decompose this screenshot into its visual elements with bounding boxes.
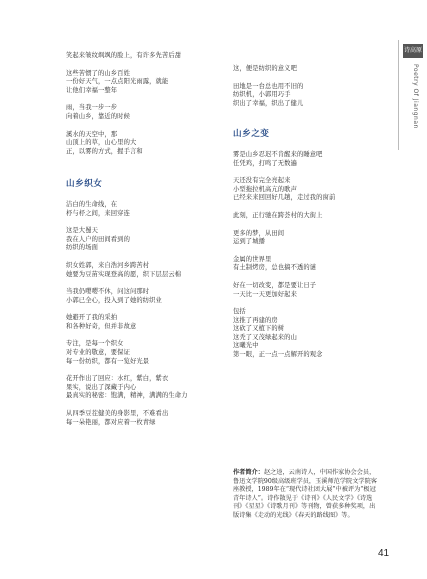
stanza xyxy=(233,177,383,203)
poem-line: 更多的梦，从田间 xyxy=(233,229,285,237)
poem-line: 果实，说出了深藏于内心 xyxy=(66,383,137,391)
poem-line: 田地是一台总也用不旧的 xyxy=(233,82,304,90)
poem-line: 织女姓郭，来自浩河乡跨苦村 xyxy=(66,261,150,269)
poem-line: 洁白的生命线，在 xyxy=(66,200,118,208)
stanza xyxy=(66,340,221,366)
poem-line: 一份好天气，一点点阳光雨露，就能 xyxy=(66,78,169,86)
author-bio xyxy=(233,469,381,521)
stanza xyxy=(233,83,383,109)
poem-line: 对专业的敬意，要保证 xyxy=(66,349,130,357)
poem-line: 她要为豆苗实现登高的愿，织下层层云棉 xyxy=(66,270,182,278)
stanza xyxy=(66,227,221,253)
stanza xyxy=(66,262,221,279)
stanza xyxy=(66,375,221,401)
poem-line: 最真实的秘密：饱满，精神，满满的生命力 xyxy=(66,392,188,400)
poem-line: 天还没有完全亮起来 xyxy=(233,177,291,185)
poem-line: 包括 xyxy=(233,308,246,316)
left-column xyxy=(66,52,221,436)
poem-line: 雾是山乡忍迟不肯醒来的睡意吧 xyxy=(233,150,323,158)
stanza xyxy=(233,230,383,247)
poem-line: 一天比一天更加好起来 xyxy=(233,290,297,298)
poem-line: 有土制烤房，总也搞不透的谜 xyxy=(233,264,317,272)
poem-title: 山乡织女 xyxy=(66,179,103,190)
stanza xyxy=(233,282,383,299)
poem-line: 正，以雾的方式，握手言和 xyxy=(66,147,143,155)
poem-line: 已经来来回回好几趟，走过我的窗前 xyxy=(233,194,336,202)
poem-line: 当我仍嘤嘤不休，问这问那时 xyxy=(66,288,150,296)
bio-label: 作者简介： xyxy=(233,469,264,476)
poem-line: 这曦光中 xyxy=(233,342,259,350)
poem-line: 专注，是每一个织女 xyxy=(66,340,124,348)
poem-line: 此刻，正行驰在跨荟村的大街上 xyxy=(233,211,323,219)
stanza xyxy=(66,104,221,121)
poem-line: 小型拖拉机高亢的歌声 xyxy=(233,185,297,193)
section-tab xyxy=(398,40,427,150)
stanza xyxy=(66,288,221,305)
stanza xyxy=(66,314,221,331)
poem-line: 每一份纺织，都有一览好光景 xyxy=(66,357,150,365)
poem-line: 和各种好奇，但并非故意 xyxy=(66,322,137,330)
stanza xyxy=(66,70,221,96)
poem-line: 这，便是纺织的意义吧 xyxy=(233,65,297,72)
poem-line: 第一眼，正一点一点解开的观念 xyxy=(233,351,323,359)
poem-title: 山乡之变 xyxy=(233,129,270,140)
poem-line: 雨，当我一步一步 xyxy=(66,104,118,112)
poem-line: 好在一切改变，都是要让日子 xyxy=(233,281,317,289)
right-column xyxy=(233,65,383,369)
stanza xyxy=(233,256,383,273)
poem-line: 这些苦惯了的山乡百姓 xyxy=(66,69,130,77)
poem-line: 这推了再建的房 xyxy=(233,316,278,324)
stanza xyxy=(66,52,221,61)
poem-line: 小郭已全心，投入到了她的纺织业 xyxy=(66,296,162,304)
poem-line: 山顶上的草，山心里的大 xyxy=(66,139,137,147)
stanza xyxy=(66,410,221,427)
poem-line: 从四季豆茬健美的身影里，不难看出 xyxy=(66,410,169,418)
poem-line: 让他们幸福一整年 xyxy=(66,86,118,94)
poem-line: 溪水的天空中，那 xyxy=(66,130,118,138)
bio-text: 赵之逵，云南诗人，中国作家协会会员，鲁迅文学院90级高级班学员，玉溪师范学院文学院客座教授，1989年在“现代诗社团大展”中被评为“极冠青年诗人”。诗作散见于《诗刊》《人民文学》《诗选刊》《星星》《诗歌月刊》等刊物，曾获多种奖项，出版诗集《走动的光线》《春天的路线图》等。 xyxy=(233,469,377,519)
stanza xyxy=(233,212,383,221)
poem-line: 纺织的场面 xyxy=(66,244,98,252)
poem-line: 花开作出了回应：水红，紫白，紫衣 xyxy=(66,375,169,383)
section-vertical-title: Poetry Of Jiangnan xyxy=(412,64,419,129)
poem-line: 我在人户的田间看到的 xyxy=(66,235,130,243)
poem-line: 笑起来皱纹飒飒的脸上，有许多先苦后甜 xyxy=(66,52,182,59)
poem-line: 这砍了又植下的树 xyxy=(233,325,285,333)
poem-line: 她避开了我的采拍 xyxy=(66,314,118,322)
poem-line: 向着山乡，靠近的时候 xyxy=(66,112,130,120)
poem-line: 这秃了又茂绿起来的山 xyxy=(233,333,297,341)
poem-line: 纺织机，小郭用巧手 xyxy=(233,91,291,99)
poem-line: 杼与杼之间，来回穿连 xyxy=(66,209,130,217)
stanza xyxy=(233,65,383,74)
poem-line: 运到了城播 xyxy=(233,238,265,246)
poem-line: 金属的世界里 xyxy=(233,255,272,263)
poem-line: 织出了幸福，织出了健儿 xyxy=(233,99,304,107)
poem-line: 每一朵艳丽，都对应着一枚青绿 xyxy=(66,418,156,426)
section-label: 诗高原 xyxy=(403,44,423,58)
stanza xyxy=(66,201,221,218)
stanza xyxy=(233,151,383,168)
poem-line: 这是大蜀天 xyxy=(66,227,98,235)
poem-line: 任凭鸡，打鸣了无数遍 xyxy=(233,159,297,167)
stanza xyxy=(233,308,383,360)
stanza xyxy=(66,131,221,157)
page-number: 41 xyxy=(378,548,390,559)
